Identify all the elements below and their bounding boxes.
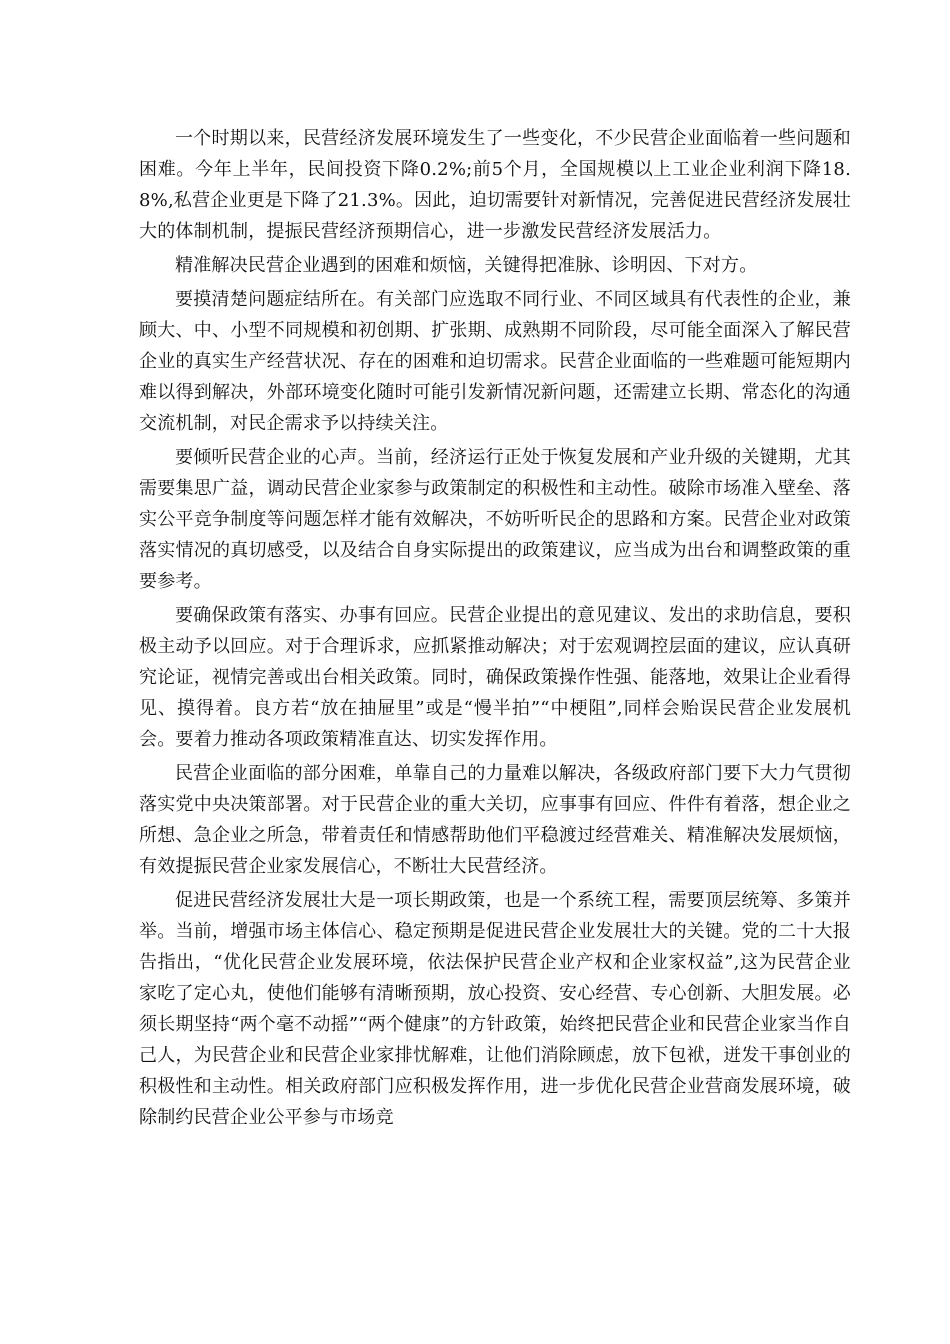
paragraph-3: 要摸清楚问题症结所在。有关部门应选取不同行业、不同区域具有代表性的企业，兼顾大、中、小型不同规模和初创期、扩张期、成熟期不同阶段，尽可能全面深入了解民营企业的真实生产经营状况、存在的困难和迫切需求。民营企业面临的一些难题可能短期内难以得到解决，外部环境变化随时可能引发新情况新问题，还需建立长期、常态化的沟通交流机制，对民企需求予以持续关注。 xyxy=(139,289,851,434)
paragraph-1: 一个时期以来，民营经济发展环境发生了一些变化，不少民营企业面临着一些问题和困难。今年上半年，民间投资下降0.2%;前5个月，全国规模以上工业企业利润下降18.8%,私营企业更是下降了21.3%。因此，迫切需要针对新情况，完善促进民营经济发展壮大的体制机制，提振民营经济预期信心，进一步激发民营经济发展活力。 xyxy=(139,128,851,242)
paragraph-7: 促进民营经济发展壮大是一项长期政策，也是一个系统工程，需要顶层统筹、多策并举。当前，增强市场主体信心、稳定预期是促进民营企业发展壮大的关键。党的二十大报告指出，“优化民营企业发展环境，依法保护民营企业产权和企业家权益”,这为民营企业家吃了定心丸，使他们能够有清晰预期，放心投资、安心经营、专心创新、大胆发展。必须长期坚持“两个毫不动摇”“两个健康”的方针政策，始终把民营企业和民营企业家当作自己人，为民营企业和民营企业家排忧解难，让他们消除顾虑，放下包袱，迸发干事创业的积极性和主动性。相关政府部门应积极发挥作用，进一步优化民营企业营商发展环境，破除制约民营企业公平参与市场竞 xyxy=(139,890,851,1128)
paragraph-5: 要确保政策有落实、办事有回应。民营企业提出的意见建议、发出的求助信息，要积极主动予以回应。对于合理诉求，应抓紧推动解决；对于宏观调控层面的建议，应认真研究论证，视情完善或出台相关政策。同时，确保政策操作性强、能落地，效果让企业看得见、摸得着。良方若“放在抽屉里”或是“慢半拍”“中梗阻”,同样会贻误民营企业发展机会。要着力推动各项政策精准直达、切实发挥作用。 xyxy=(139,605,851,750)
paragraph-2: 精准解决民营企业遇到的困难和烦恼，关键得把准脉、诊明因、下对方。 xyxy=(175,255,758,276)
paragraph-6: 民营企业面临的部分困难，单靠自己的力量难以解决，各级政府部门要下大力气贯彻落实党中央决策部署。对于民营企业的重大关切，应事事有回应、件件有着落，想企业之所想、急企业之所急，带着责任和情感帮助他们平稳渡过经营难关、精准解决发展烦恼，有效提振民营企业家发展信心，不断壮大民营经济。 xyxy=(139,763,851,877)
paragraph-4: 要倾听民营企业的心声。当前，经济运行正处于恢复发展和产业升级的关键期，尤其需要集思广益，调动民营企业家参与政策制定的积极性和主动性。破除市场准入壁垒、落实公平竞争制度等问题怎样才能有效解决，不妨听听民企的思路和方案。民营企业对政策落实情况的真切感受，以及结合自身实际提出的政策建议，应当成为出台和调整政策的重要参考。 xyxy=(139,447,851,592)
document-body xyxy=(139,123,851,1133)
